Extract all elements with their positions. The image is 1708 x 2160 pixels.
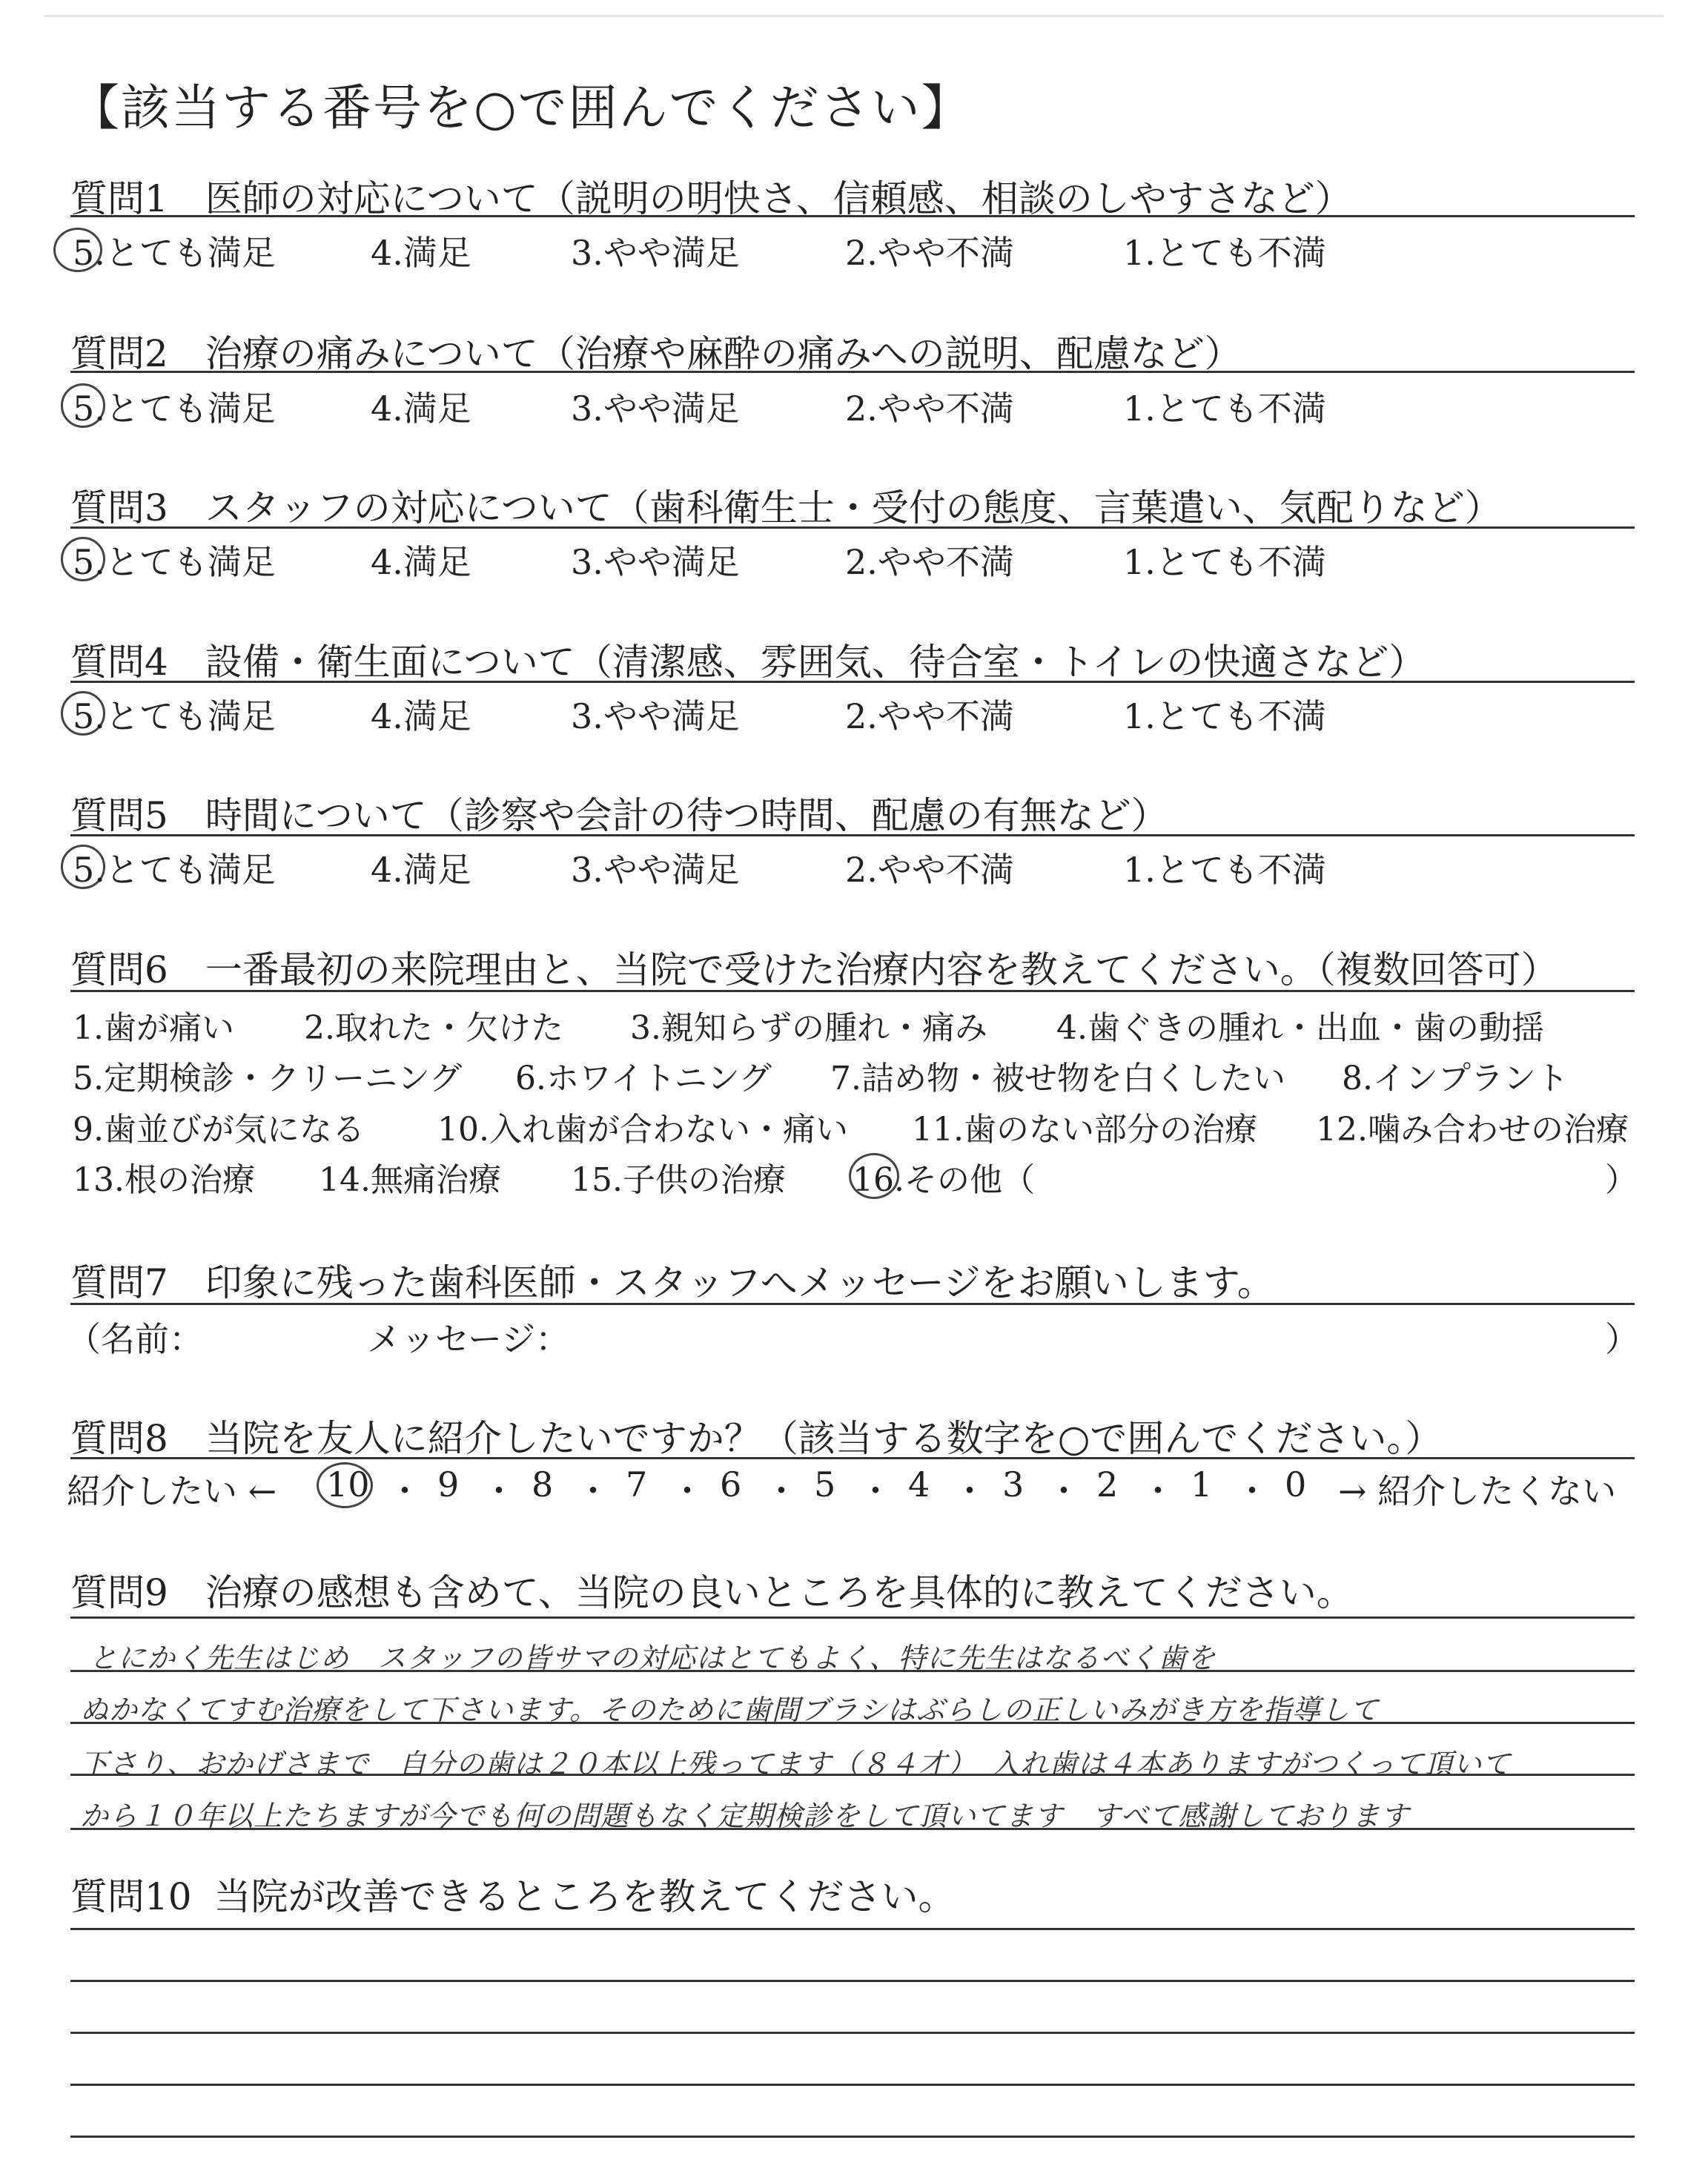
question-10 — [70, 1867, 956, 1920]
reason-item[interactable]: 15.子供の治療 — [571, 1161, 786, 1199]
recommend-right-label: → 紹介したくない — [1338, 1471, 1617, 1511]
scale-separator: ・ — [858, 1471, 893, 1511]
scale-2[interactable]: 2 — [1096, 1464, 1119, 1505]
question-5-rule — [70, 834, 1635, 836]
question-4-options — [0, 690, 1708, 734]
question-label: 質問4 — [70, 641, 168, 684]
option-3[interactable]: 3.やや満足 — [571, 542, 740, 582]
reason-item[interactable]: 3.親知らずの腫れ・痛み — [630, 1009, 987, 1047]
question-2-rule — [70, 371, 1635, 373]
question-label: 質問7 — [70, 1261, 168, 1304]
question-2 — [70, 324, 1242, 377]
option-1[interactable]: 1.とても不満 — [1123, 233, 1326, 273]
reason-item[interactable]: 8.インプラント — [1342, 1060, 1569, 1097]
question-6-row-4 — [0, 1153, 1708, 1198]
question-5 — [70, 786, 1168, 839]
reason-item-other[interactable]: 16.その他（ — [853, 1161, 1035, 1199]
option-4[interactable]: 4.満足 — [371, 696, 471, 736]
question-1-options — [0, 226, 1708, 271]
option-5[interactable]: 5.とても満足 — [73, 542, 276, 582]
question-3-options — [0, 535, 1708, 580]
scale-7[interactable]: 7 — [626, 1464, 648, 1505]
question-6 — [70, 940, 1558, 994]
question-7-rule — [70, 1303, 1635, 1305]
option-1[interactable]: 1.とても不満 — [1123, 850, 1326, 890]
question-9 — [70, 1563, 1354, 1616]
option-2[interactable]: 2.やや不満 — [845, 850, 1014, 890]
scale-separator: ・ — [1141, 1471, 1175, 1511]
close-paren: ） — [1605, 1319, 1639, 1359]
message-label: メッセージ： — [367, 1319, 570, 1359]
scale-6[interactable]: 6 — [720, 1464, 742, 1505]
question-label: 質問8 — [70, 1417, 168, 1460]
reason-item[interactable]: 6.ホワイトニング — [515, 1060, 772, 1097]
scale-separator: ・ — [1047, 1471, 1081, 1511]
scale-separator: ・ — [482, 1471, 516, 1511]
option-5[interactable]: 5.とても満足 — [73, 389, 276, 429]
answer-line — [70, 2136, 1635, 2138]
question-7-fields — [0, 1312, 1708, 1357]
question-label: 質問5 — [70, 794, 168, 837]
scale-separator: ・ — [1235, 1471, 1269, 1511]
option-1[interactable]: 1.とても不満 — [1123, 389, 1326, 429]
question-label: 質問3 — [70, 486, 168, 529]
scale-0[interactable]: 0 — [1285, 1464, 1307, 1505]
question-7 — [70, 1253, 1274, 1307]
option-4[interactable]: 4.満足 — [371, 389, 471, 429]
scale-4[interactable]: 4 — [908, 1464, 930, 1505]
answer-line — [70, 1980, 1635, 1982]
scale-separator: ・ — [953, 1471, 987, 1511]
question-8 — [70, 1409, 1442, 1462]
handwritten-answer-line: とにかく先生はじめ スタッフの皆サマの対応はとてもよく、特に先生はなるべく歯を — [89, 1642, 1217, 1674]
scale-separator: ・ — [576, 1471, 610, 1511]
question-6-row-1 — [0, 1001, 1708, 1046]
scale-separator: ・ — [388, 1471, 422, 1511]
question-text: スタッフの対応について（歯科衛生士・受付の態度、言葉遣い、気配りなど） — [205, 486, 1502, 529]
reason-item[interactable]: 9.歯並びが気になる — [73, 1111, 365, 1149]
question-label: 質問2 — [70, 332, 168, 375]
question-1-rule — [70, 215, 1635, 217]
question-text: 設備・衛生面について（清潔感、雰囲気、待合室・トイレの快適さなど） — [205, 641, 1426, 684]
recommend-left-label: 紹介したい ← — [67, 1471, 277, 1511]
scale-separator: ・ — [764, 1471, 798, 1511]
question-text: 時間について（診察や会計の待つ時間、配慮の有無など） — [205, 794, 1168, 837]
question-text: 治療の感想も含めて、当院の良いところを具体的に教えてください。 — [205, 1571, 1354, 1614]
option-2[interactable]: 2.やや不満 — [845, 696, 1014, 736]
option-2[interactable]: 2.やや不満 — [845, 542, 1014, 582]
option-5[interactable]: 5.とても満足 — [73, 850, 276, 890]
scale-9[interactable]: 9 — [437, 1464, 460, 1505]
question-6-rule — [70, 990, 1635, 992]
reason-item[interactable]: 7.詰め物・被せ物を白くしたい — [830, 1060, 1285, 1097]
question-label: 質問9 — [70, 1571, 168, 1614]
option-3[interactable]: 3.やや満足 — [571, 389, 740, 429]
question-3-rule — [70, 526, 1635, 529]
answer-line — [70, 2032, 1635, 2034]
question-text: 当院を友人に紹介したいですか？（該当する数字を○で囲んでください。） — [205, 1417, 1443, 1460]
option-4[interactable]: 4.満足 — [371, 850, 471, 890]
question-text: 治療の痛みについて（治療や麻酔の痛みへの説明、配慮など） — [205, 332, 1242, 375]
answer-line — [70, 2084, 1635, 2086]
question-text: 一番最初の来院理由と、当院で受けた治療内容を教えてください。（複数回答可） — [205, 948, 1558, 991]
reason-item[interactable]: 5.定期検診・クリーニング — [73, 1060, 463, 1097]
question-label: 質問10 — [70, 1875, 192, 1918]
question-text: 医師の対応について（説明の明快さ、信頼感、相談のしやすさなど） — [205, 177, 1352, 220]
reason-item[interactable]: 13.根の治療 — [73, 1161, 255, 1199]
handwritten-answer-line: ぬかなくてすむ治療をして下さいます。そのために歯間ブラシはぶらしの正しいみがき方を指導して — [80, 1694, 1379, 1726]
option-1[interactable]: 1.とても不満 — [1123, 542, 1326, 582]
question-label: 質問1 — [70, 177, 168, 220]
scale-1[interactable]: 1 — [1191, 1464, 1213, 1505]
question-5-options — [0, 843, 1708, 888]
reason-item[interactable]: 2.取れた・欠けた — [304, 1009, 563, 1047]
question-4-rule — [70, 681, 1635, 683]
option-1[interactable]: 1.とても不満 — [1123, 696, 1326, 736]
reason-item[interactable]: 1.歯が痛い — [73, 1009, 234, 1047]
name-label: （名前： — [67, 1319, 203, 1359]
question-8-rule — [70, 1457, 1635, 1459]
reason-item[interactable]: 4.歯ぐきの腫れ・出血・歯の動揺 — [1056, 1009, 1544, 1047]
question-3 — [70, 478, 1502, 532]
scale-8[interactable]: 8 — [532, 1464, 554, 1505]
reason-item[interactable]: 12.噛み合わせの治療 — [1316, 1111, 1629, 1149]
question-6-row-2 — [0, 1051, 1708, 1096]
question-4 — [70, 633, 1426, 686]
question-6-row-3 — [0, 1103, 1708, 1147]
reason-item[interactable]: 14.無痛治療 — [319, 1161, 501, 1199]
option-2[interactable]: 2.やや不満 — [845, 233, 1014, 273]
page-top-border — [44, 15, 1664, 17]
handwritten-answer-line: 下さり、おかげさまで 自分の歯は２０本以上残ってます（８４才） 入れ歯は４本ありますがつくって頂いて — [80, 1748, 1512, 1780]
scale-5[interactable]: 5 — [814, 1464, 836, 1505]
page-title: 【該当する番号を○で囲んでください】 — [70, 79, 972, 136]
option-5[interactable]: 5.とても満足 — [73, 233, 276, 273]
question-2-options — [0, 382, 1708, 429]
question-label: 質問6 — [70, 948, 168, 991]
option-5[interactable]: 5.とても満足 — [73, 696, 276, 736]
option-3[interactable]: 3.やや満足 — [571, 233, 740, 273]
close-paren: ） — [1605, 1161, 1638, 1199]
scale-3[interactable]: 3 — [1002, 1464, 1025, 1505]
option-4[interactable]: 4.満足 — [371, 542, 471, 582]
reason-item[interactable]: 10.入れ歯が合わない・痛い — [437, 1111, 848, 1149]
answer-line — [70, 1616, 1635, 1619]
option-3[interactable]: 3.やや満足 — [571, 850, 740, 890]
question-text: 当院が改善できるところを教えてください。 — [214, 1875, 956, 1918]
handwritten-answer-line: から１０年以上たちますが今でも何の問題もなく定期検診をして頂いてます すべて感謝しております — [80, 1800, 1410, 1832]
scale-10[interactable]: 10 — [326, 1464, 370, 1505]
option-4[interactable]: 4.満足 — [371, 233, 471, 273]
option-2[interactable]: 2.やや不満 — [845, 389, 1014, 429]
reason-item[interactable]: 11.歯のない部分の治療 — [912, 1111, 1257, 1149]
scale-separator: ・ — [670, 1471, 704, 1511]
question-text: 印象に残った歯科医師・スタッフへメッセージをお願いします。 — [205, 1261, 1274, 1304]
answer-line — [70, 1928, 1635, 1930]
option-3[interactable]: 3.やや満足 — [571, 696, 740, 736]
